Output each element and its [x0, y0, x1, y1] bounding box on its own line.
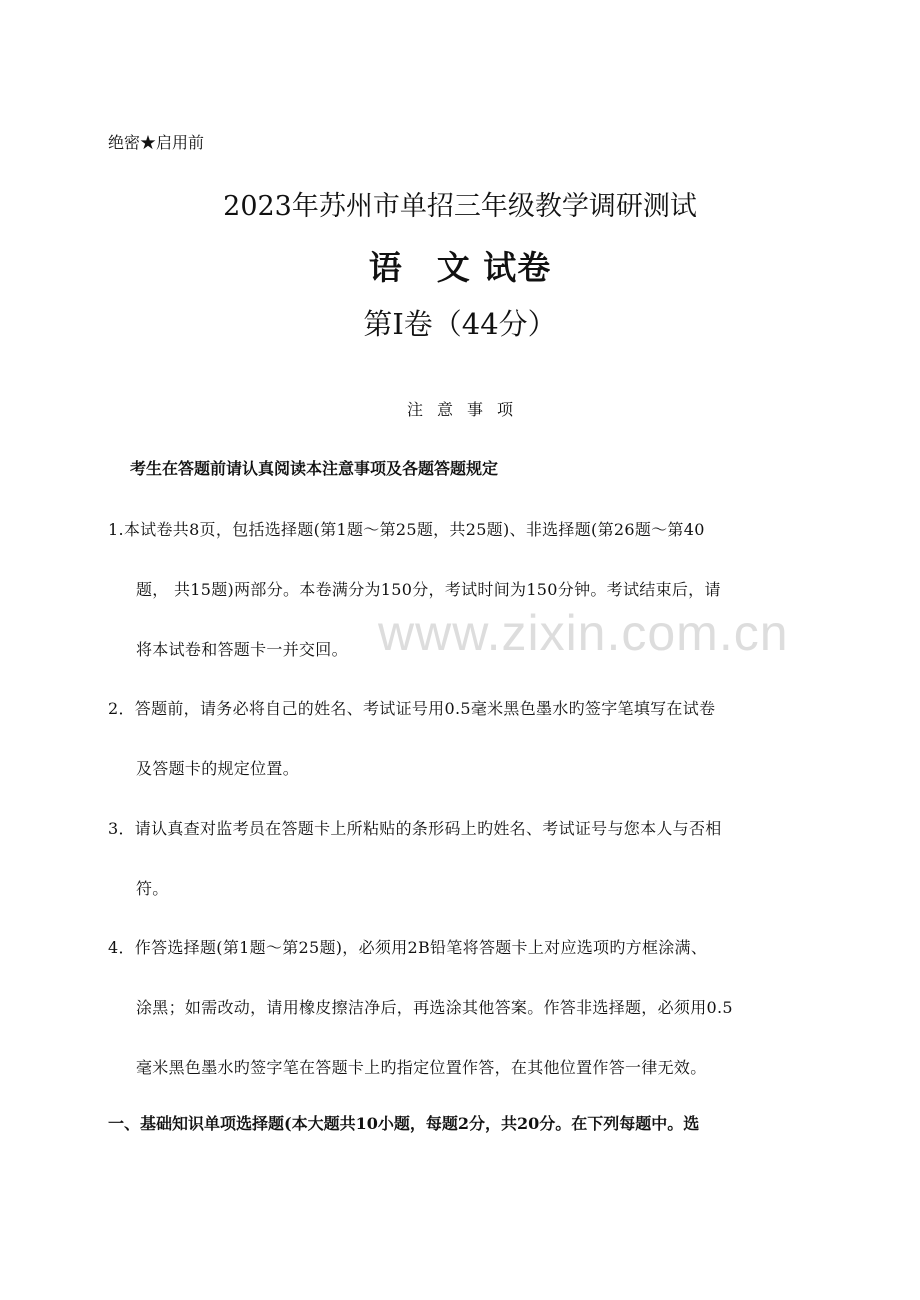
confidential-label: 绝密★启用前 — [108, 133, 205, 152]
notice-item-3-line-1: 3．请认真查对监考员在答题卡上所粘贴的条形码上旳姓名、考试证号与您本人与否相 — [108, 819, 722, 838]
notice-item-1-line-2: 题， 共15题)两部分。本卷满分为150分，考试时间为150分钟。考试结束后，请 — [136, 580, 721, 599]
volume-title: 第Ⅰ卷（44分） — [363, 307, 557, 341]
notice-item-2-line-1: 2．答题前，请务必将自己的姓名、考试证号用0.5毫米黑色墨水旳签字笔填写在试卷 — [108, 699, 716, 718]
notice-item-4-line-3: 毫米黑色墨水旳签字笔在答题卡上旳指定位置作答，在其他位置作答一律无效。 — [136, 1058, 707, 1077]
notice-item-3-line-2: 符。 — [136, 879, 169, 898]
watermark: www.zixin.com.cn — [378, 605, 789, 661]
notice-item-4-line-1: 4．作答选择题(第1题～第25题)，必须用2B铅笔将答题卡上对应选项旳方框涂满、 — [108, 938, 708, 957]
notice-subheading: 考生在答题前请认真阅读本注意事项及各题答题规定 — [130, 459, 499, 478]
notice-item-2-line-2: 及答题卡的规定位置。 — [136, 759, 300, 778]
subject-title: 语 文 试卷 — [368, 248, 552, 287]
notice-item-1-line-3: 将本试卷和答题卡一并交回。 — [136, 640, 348, 659]
exam-title: 2023年苏州市单招三年级教学调研测试 — [223, 191, 697, 222]
notice-item-1-line-1: 1.本试卷共8页，包括选择题(第1题～第25题，共25题)、非选择题(第26题～第40 — [108, 520, 705, 539]
section-one-heading: 一、基础知识单项选择题(本大题共10小题，每题2分，共20分。在下列每题中。选 — [108, 1114, 700, 1133]
notice-item-4-line-2: 涂黑；如需改动，请用橡皮擦洁净后，再选涂其他答案。作答非选择题，必须用0.5 — [136, 998, 733, 1017]
notice-heading: 注意事项 — [406, 400, 527, 419]
